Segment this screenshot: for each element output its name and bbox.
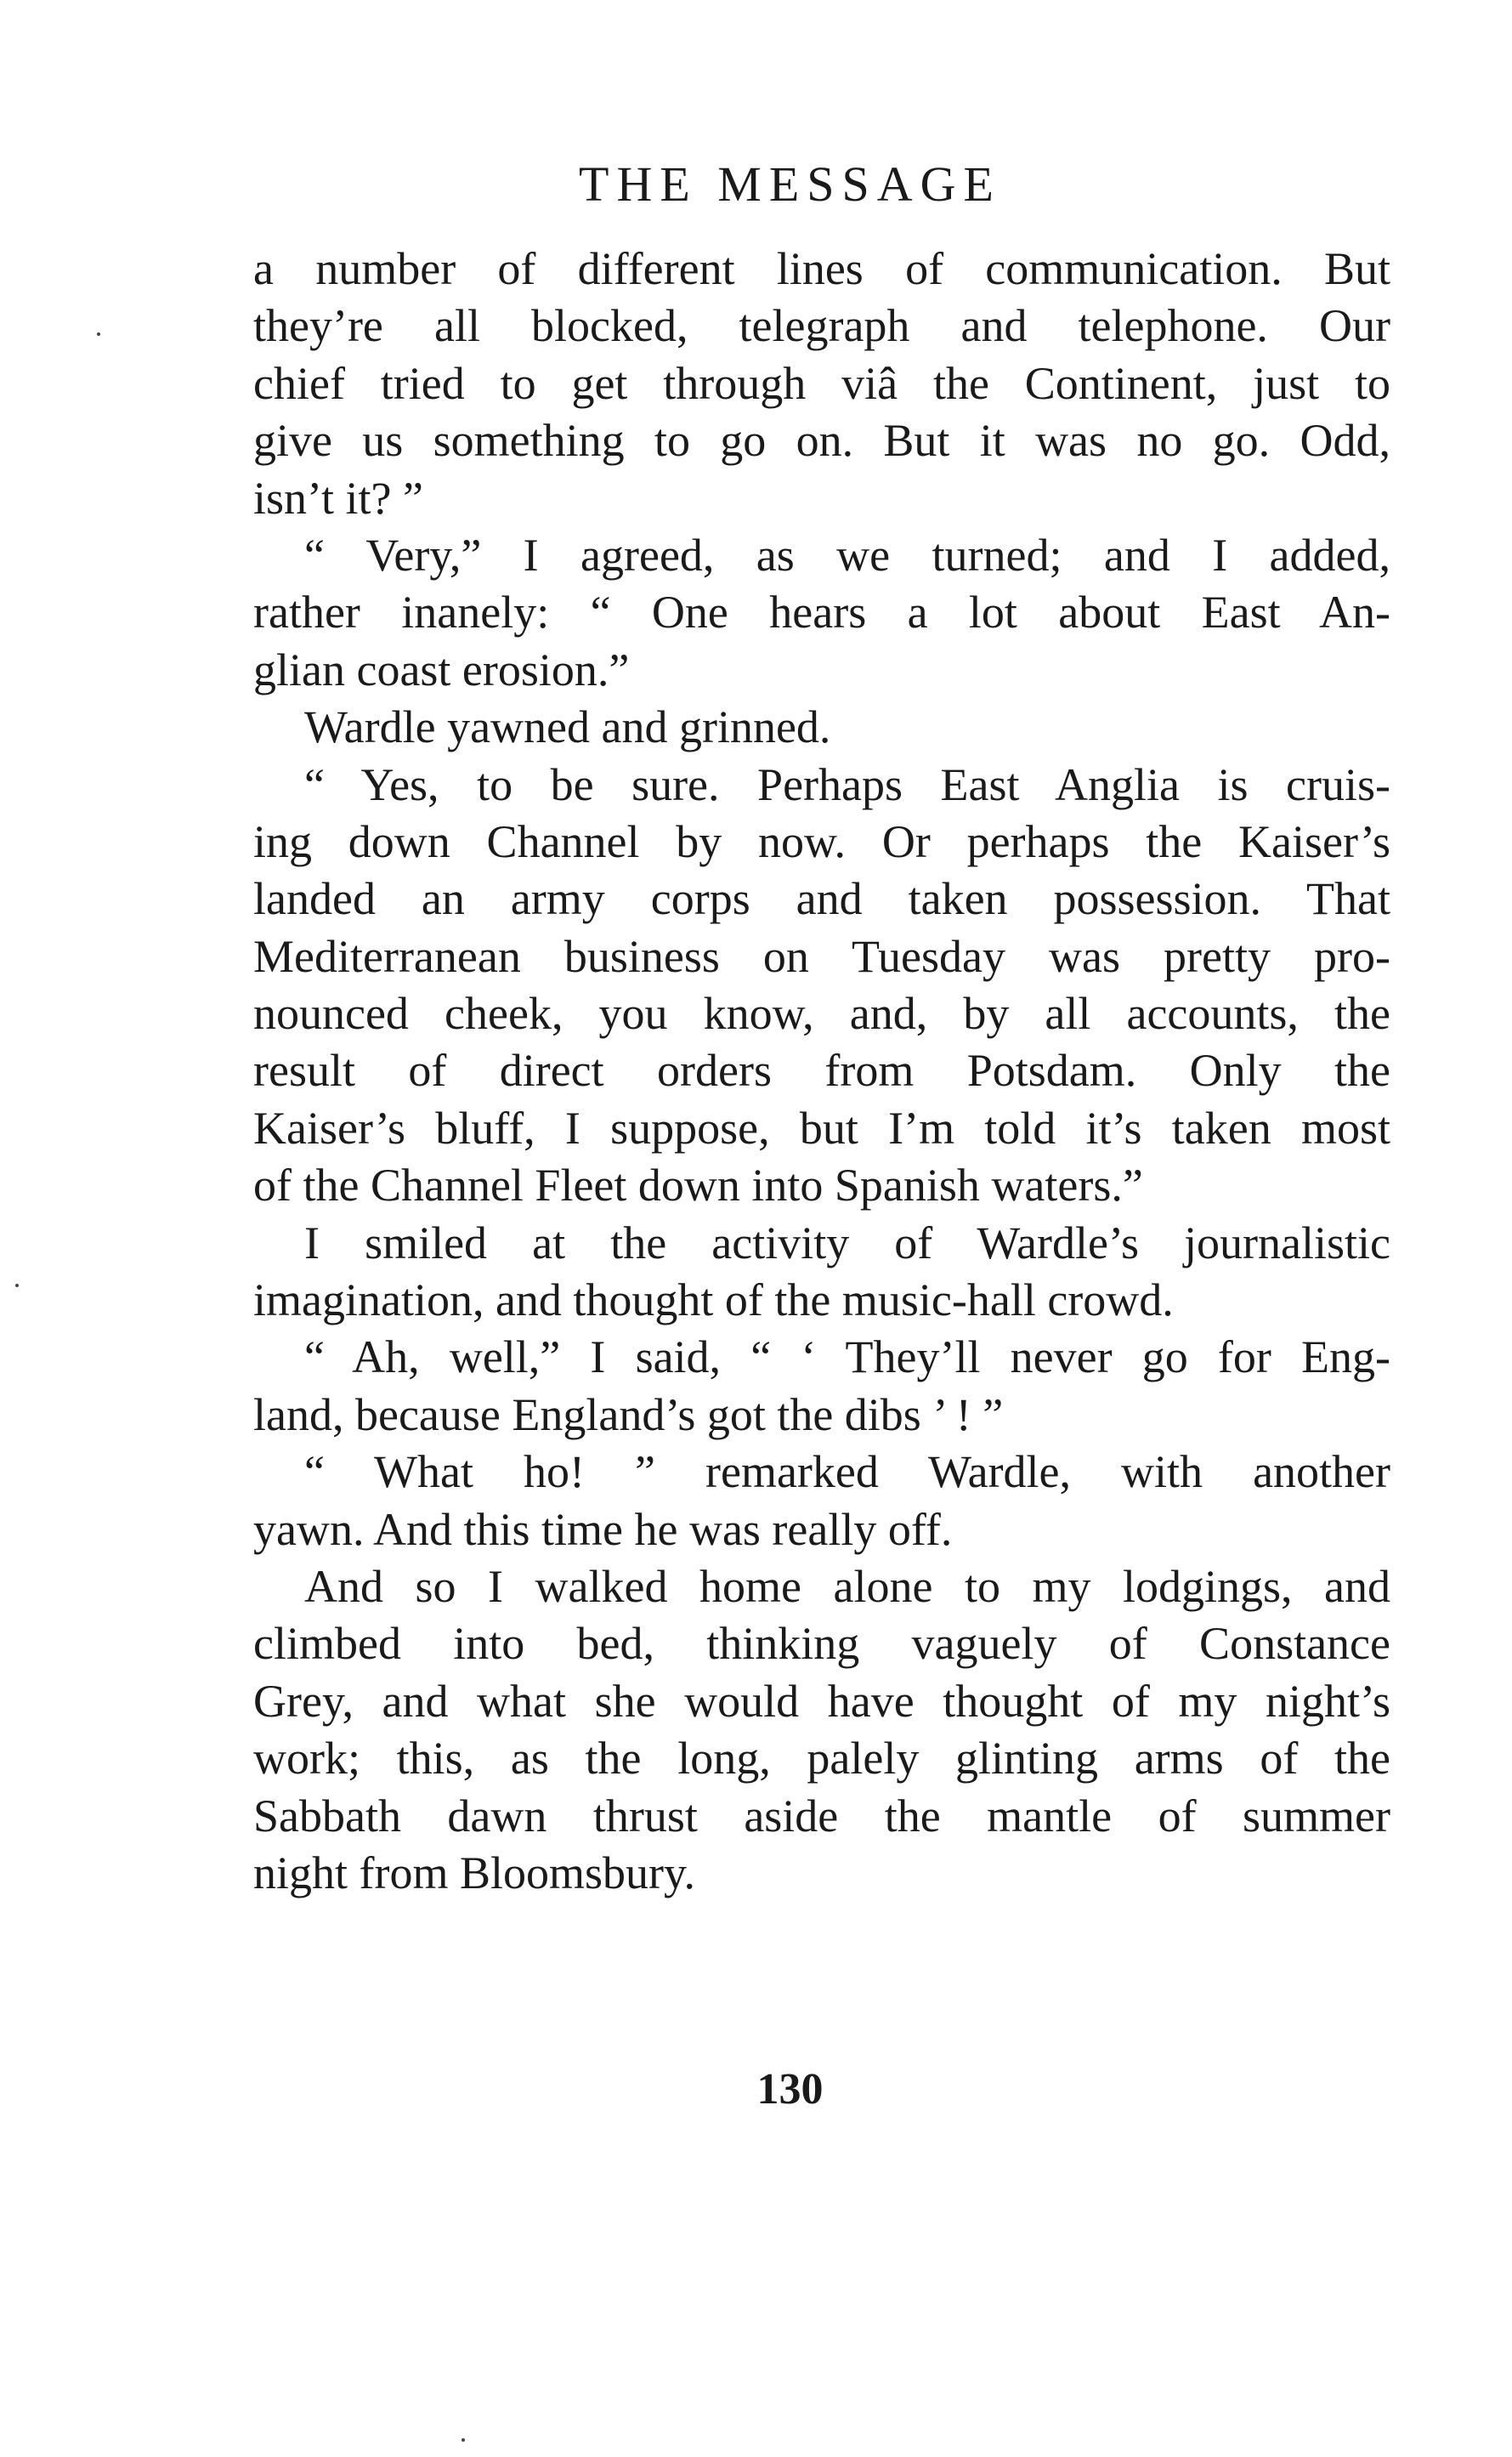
- print-speck: [97, 332, 100, 336]
- text-line: night from Bloomsbury.: [253, 1847, 695, 1898]
- text-line: landed an army corps and taken possession. That: [253, 873, 1390, 925]
- text-line: give us something to go on. But it was no go. Odd,: [253, 415, 1390, 467]
- text-line: “ Very,” I agreed, as we turned; and I added,: [304, 529, 1390, 581]
- text-line: “ What ho! ” remarked Wardle, with another: [304, 1446, 1390, 1498]
- text-line: I smiled at the activity of Wardle’s journalistic: [304, 1217, 1390, 1268]
- text-line: result of direct orders from Potsdam. Only the: [253, 1045, 1390, 1097]
- text-line: rather inanely: “ One hears a lot about East An-: [253, 587, 1390, 638]
- text-line: yawn. And this time he was really off.: [253, 1503, 953, 1555]
- text-line: “ Ah, well,” I said, “ ‘ They’ll never go for Eng-: [304, 1331, 1390, 1383]
- text-line: And so I walked home alone to my lodgings, and: [304, 1560, 1390, 1612]
- text-line: a number of different lines of communication. But: [253, 243, 1390, 294]
- text-line: glian coast erosion.”: [253, 644, 630, 695]
- text-line: isn’t it? ”: [253, 472, 423, 524]
- text-line: Sabbath dawn thrust aside the mantle of summer: [253, 1790, 1390, 1841]
- text-line: ing down Channel by now. Or perhaps the Kaiser’s: [253, 815, 1390, 867]
- text-line: climbed into bed, thinking vaguely of Constance: [253, 1618, 1390, 1670]
- print-speck: [15, 1284, 19, 1287]
- text-line: work; this, as the long, palely glinting arms of the: [253, 1733, 1390, 1785]
- print-speck: [462, 2438, 465, 2442]
- text-line: they’re all blocked, telegraph and telephone. Our: [253, 300, 1390, 352]
- page-number: 130: [756, 2065, 824, 2114]
- text-line: Grey, and what she would have thought of my night’s: [253, 1675, 1390, 1727]
- text-line: nounced cheek, you know, and, by all accounts, the: [253, 988, 1390, 1040]
- text-line: imagination, and thought of the music-hall crowd.: [253, 1274, 1174, 1326]
- text-line: of the Channel Fleet down into Spanish waters.”: [253, 1160, 1143, 1211]
- running-head: THE MESSAGE: [579, 156, 1001, 212]
- text-line: Mediterranean business on Tuesday was pretty pro-: [253, 930, 1390, 982]
- text-line: Kaiser’s bluff, I suppose, but I’m told it’s taken most: [253, 1102, 1390, 1154]
- body-text: [253, 241, 1390, 1902]
- text-line: Wardle yawned and grinned.: [304, 701, 831, 753]
- text-line: “ Yes, to be sure. Perhaps East Anglia is cruis-: [304, 758, 1390, 810]
- text-line: chief tried to get through viâ the Continent, just to: [253, 357, 1390, 409]
- text-line: land, because England’s got the dibs ’ ! ”: [253, 1388, 1004, 1440]
